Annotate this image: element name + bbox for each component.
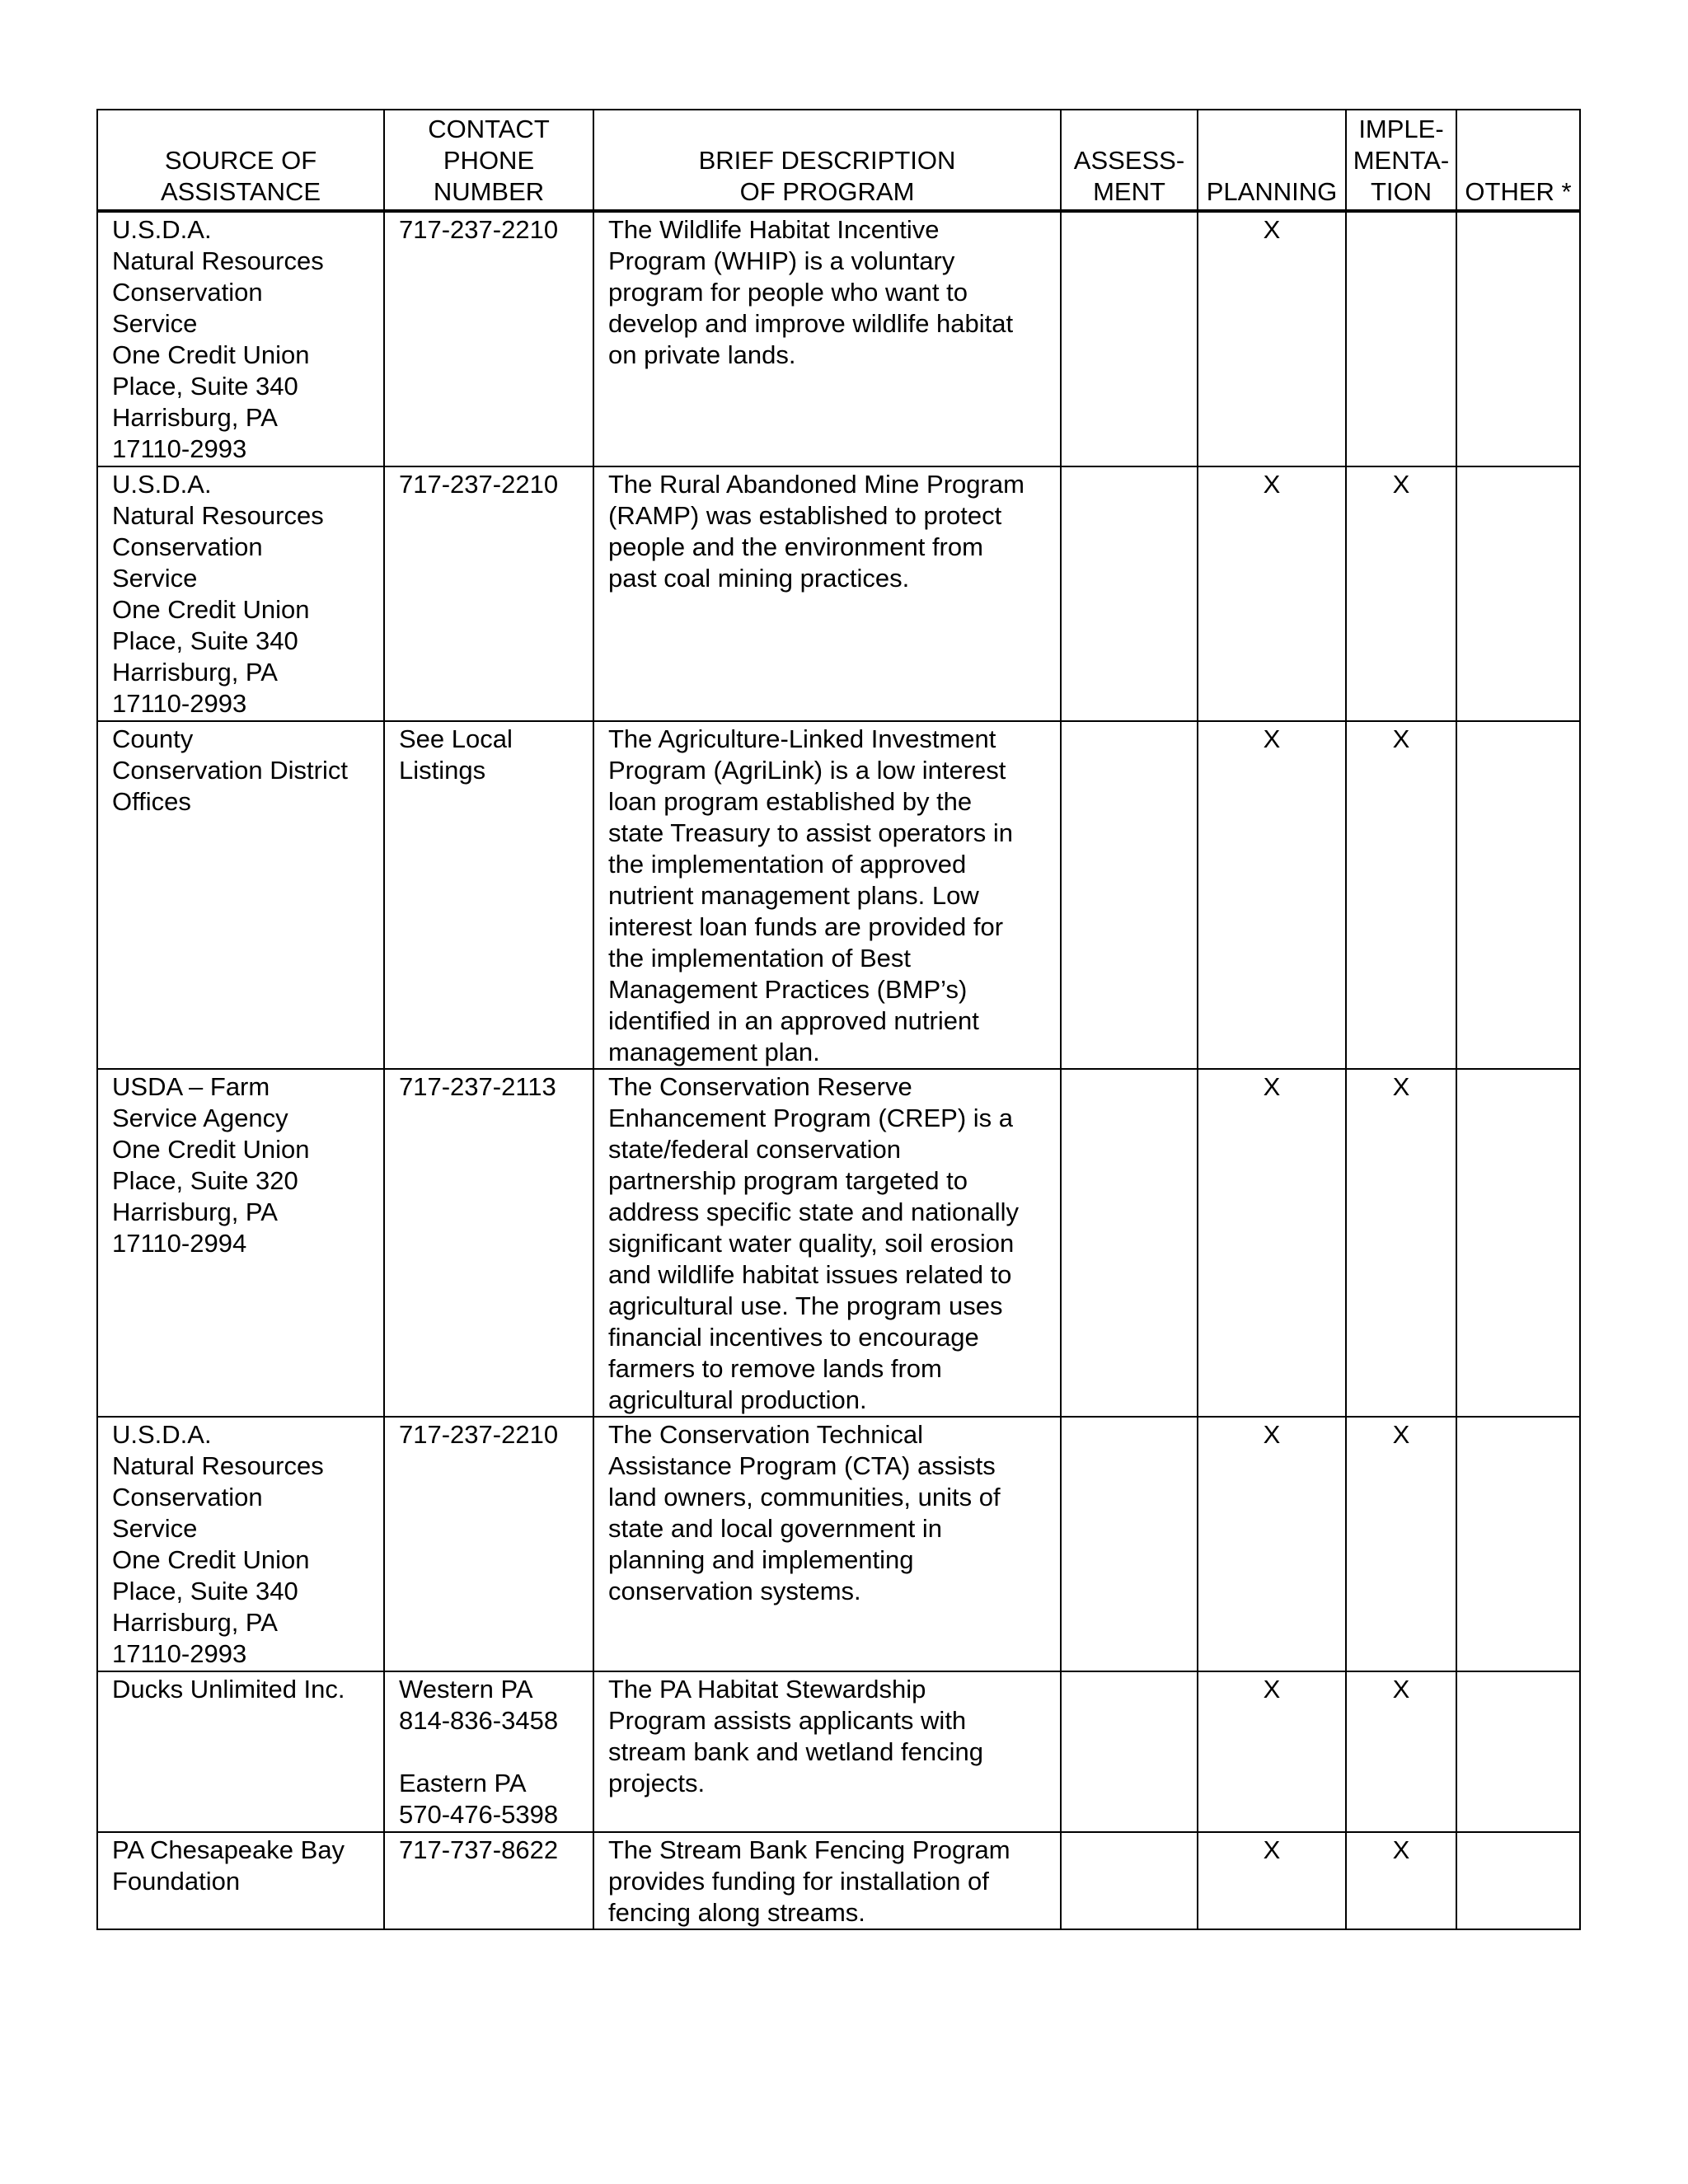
phone-cell: 717-737-8622 xyxy=(384,1832,593,1929)
planning-cell: X xyxy=(1198,1069,1346,1417)
phone-cell: 717-237-2210 xyxy=(384,211,593,466)
planning-cell: X xyxy=(1198,1671,1346,1832)
source-cell: U.S.D.A. Natural Resources Conservation Service One Credit Union Place, Suite 340 Harrisburg, PA 17110-2993 xyxy=(97,1417,384,1671)
implementation-cell: X xyxy=(1346,1417,1456,1671)
table-row xyxy=(97,466,1580,721)
header-row xyxy=(97,110,1580,211)
description-cell: The Stream Bank Fencing Program provides funding for installation of fencing along streams. xyxy=(593,1832,1061,1929)
planning-cell: X xyxy=(1198,1417,1346,1671)
planning-cell: X xyxy=(1198,211,1346,466)
assessment-cell xyxy=(1061,1671,1198,1832)
source-cell: USDA – Farm Service Agency One Credit Union Place, Suite 320 Harrisburg, PA 17110-2994 xyxy=(97,1069,384,1417)
phone-cell: 717-237-2113 xyxy=(384,1069,593,1417)
description-cell: The Rural Abandoned Mine Program (RAMP) was established to protect people and the environment from past coal mining practices. xyxy=(593,466,1061,721)
source-cell: Ducks Unlimited Inc. xyxy=(97,1671,384,1832)
phone-cell: Western PA 814-836-3458 Eastern PA 570-476-5398 xyxy=(384,1671,593,1832)
description-cell: The PA Habitat Stewardship Program assists applicants with stream bank and wetland fencing projects. xyxy=(593,1671,1061,1832)
implementation-cell: X xyxy=(1346,1671,1456,1832)
assistance-document xyxy=(96,109,1579,1930)
planning-cell: X xyxy=(1198,466,1346,721)
assessment-cell xyxy=(1061,1069,1198,1417)
table-row xyxy=(97,1832,1580,1929)
assessment-cell xyxy=(1061,1832,1198,1929)
description-cell: The Conservation Reserve Enhancement Program (CREP) is a state/federal conservation partnership program targeted to address specific state and nationally significant water quality, soil erosion and wildlife habitat issues related to agricultural use. The program uses financial incentives to encourage farmers to remove lands from agricultural production. xyxy=(593,1069,1061,1417)
header-other: OTHER * xyxy=(1456,110,1580,211)
source-cell: U.S.D.A. Natural Resources Conservation Service One Credit Union Place, Suite 340 Harrisburg, PA 17110-2993 xyxy=(97,466,384,721)
planning-cell: X xyxy=(1198,721,1346,1069)
header-planning: PLANNING xyxy=(1198,110,1346,211)
line-gap xyxy=(399,1736,589,1768)
implementation-cell: X xyxy=(1346,466,1456,721)
header-assessment: ASSESS- MENT xyxy=(1061,110,1198,211)
assessment-cell xyxy=(1061,721,1198,1069)
header-source: SOURCE OF ASSISTANCE xyxy=(97,110,384,211)
assessment-cell xyxy=(1061,1417,1198,1671)
assessment-cell xyxy=(1061,211,1198,466)
source-cell: County Conservation District Offices xyxy=(97,721,384,1069)
planning-cell: X xyxy=(1198,1832,1346,1929)
source-cell: PA Chesapeake Bay Foundation xyxy=(97,1832,384,1929)
phone-cell: See Local Listings xyxy=(384,721,593,1069)
description-cell: The Conservation Technical Assistance Program (CTA) assists land owners, communities, units of state and local government in planning and implementing conservation systems. xyxy=(593,1417,1061,1671)
other-cell xyxy=(1456,1832,1580,1929)
table-row xyxy=(97,1417,1580,1671)
header-implementation: IMPLE- MENTA- TION xyxy=(1346,110,1456,211)
description-cell: The Wildlife Habitat Incentive Program (WHIP) is a voluntary program for people who want to develop and improve wildlife habitat on private lands. xyxy=(593,211,1061,466)
assistance-table xyxy=(96,109,1581,1930)
header-phone: CONTACT PHONE NUMBER xyxy=(384,110,593,211)
assessment-cell xyxy=(1061,466,1198,721)
other-cell xyxy=(1456,211,1580,466)
implementation-cell xyxy=(1346,211,1456,466)
table-row xyxy=(97,721,1580,1069)
other-cell xyxy=(1456,1417,1580,1671)
implementation-cell: X xyxy=(1346,721,1456,1069)
header-description: BRIEF DESCRIPTION OF PROGRAM xyxy=(593,110,1061,211)
implementation-cell: X xyxy=(1346,1069,1456,1417)
table-row xyxy=(97,1069,1580,1417)
phone-cell: 717-237-2210 xyxy=(384,1417,593,1671)
other-cell xyxy=(1456,721,1580,1069)
implementation-cell: X xyxy=(1346,1832,1456,1929)
other-cell xyxy=(1456,1069,1580,1417)
phone-cell: 717-237-2210 xyxy=(384,466,593,721)
other-cell xyxy=(1456,466,1580,721)
source-cell: U.S.D.A. Natural Resources Conservation Service One Credit Union Place, Suite 340 Harrisburg, PA 17110-2993 xyxy=(97,211,384,466)
other-cell xyxy=(1456,1671,1580,1832)
table-row xyxy=(97,211,1580,466)
table-row xyxy=(97,1671,1580,1832)
description-cell: The Agriculture-Linked Investment Program (AgriLink) is a low interest loan program established by the state Treasury to assist operators in the implementation of approved nutrient management plans. Low interest loan funds are provided for the implementation of Best Management Practices (BMP’s) identified in an approved nutrient management plan. xyxy=(593,721,1061,1069)
